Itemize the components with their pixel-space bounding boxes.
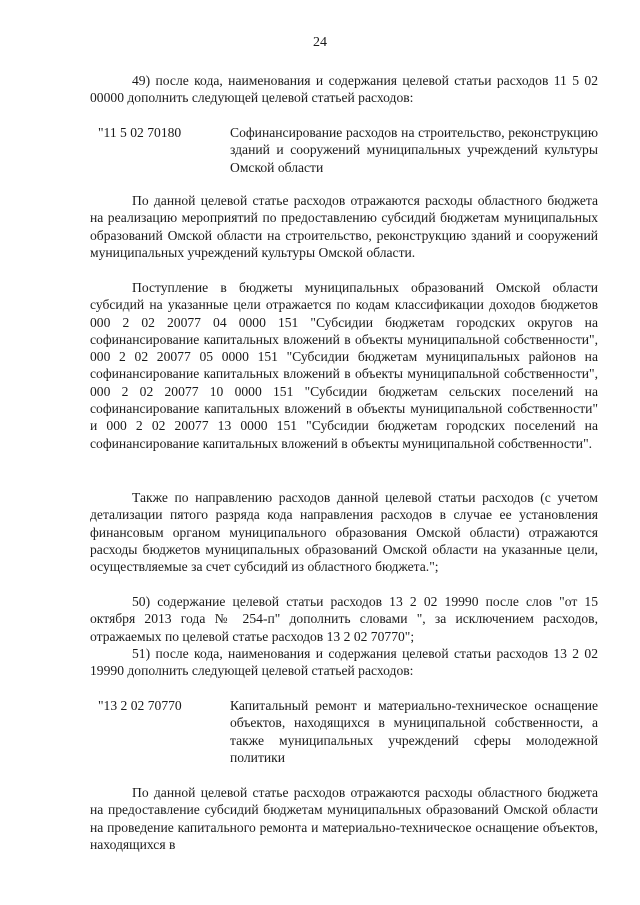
entry2-code: "13 2 02 70770 [98, 698, 182, 713]
entry1-description: Софинансирование расходов на строительство, реконструкцию зданий и сооружений муниципальных учреждений культуры Омской области [230, 125, 598, 175]
page-number: 24 [313, 35, 327, 50]
entry2-description: Капитальный ремонт и материально-техническое оснащение объектов, находящихся в муниципальной собственности, а также муниципальных учреждений сферы молодежной политики [230, 698, 598, 765]
item-51: 51) после кода, наименования и содержания целевой статьи расходов 13 2 02 19990 дополнить следующей целевой статьей расходов: [90, 646, 598, 679]
paragraph-4: По данной целевой статье расходов отражаются расходы областного бюджета на предоставление субсидий бюджетам муниципальных образований Омской области на проведение капитального ремонта и материально-техническое оснащение объектов, находящихся в [90, 785, 598, 852]
item-49: 49) после кода, наименования и содержания целевой статьи расходов 11 5 02 00000 дополнить следующей целевой статьей расходов: [90, 73, 598, 106]
item-50: 50) содержание целевой статьи расходов 13 2 02 19990 после слов "от 15 октября 2013 года № 254-п" дополнить словами ", за исключением расходов, отражаемых по целевой статье расходов 13 2 02 70770"; [90, 594, 598, 644]
entry1-code: "11 5 02 70180 [98, 125, 182, 140]
paragraph-2: Поступление в бюджеты муниципальных образований Омской области субсидий на указанные цели отражается по кодам классификации доходов бюджетов 000 2 02 20077 04 0000 151 "Субсидии бюджетам городских округов на софинансирование капитальных вложений в объекты муниципальной собственности", 000 2 02 20077 05 0000 151 "Субсидии бюджетам муниципальных районов на софинансирование капитальных вложений в объекты муниципальной собственности", 000 2 02 20077 10 0000 151 "Субсидии бюджетам сельских поселений на софинансирование капитальных вложений в объекты муниципальной собственности" и 000 2 02 20077 13 0000 151 "Субсидии бюджетам городских поселений на софинансирование капитальных вложений в объекты муниципальной собственности". [90, 280, 598, 451]
paragraph-3: Также по направлению расходов данной целевой статьи расходов (с учетом детализации пятого разряда кода направления расходов в случае ее установления финансовым органом муниципального образования Омской области) отражаются расходы бюджетов муниципальных образований Омской области на указанные цели, осуществляемые за счет субсидий из областного бюджета."; [90, 490, 598, 575]
paragraph-1: По данной целевой статье расходов отражаются расходы областного бюджета на реализацию мероприятий по предоставлению субсидий бюджетам муниципальных образований Омской области на строительство, реконструкцию зданий и сооружений муниципальных учреждений культуры Омской области. [90, 193, 598, 260]
